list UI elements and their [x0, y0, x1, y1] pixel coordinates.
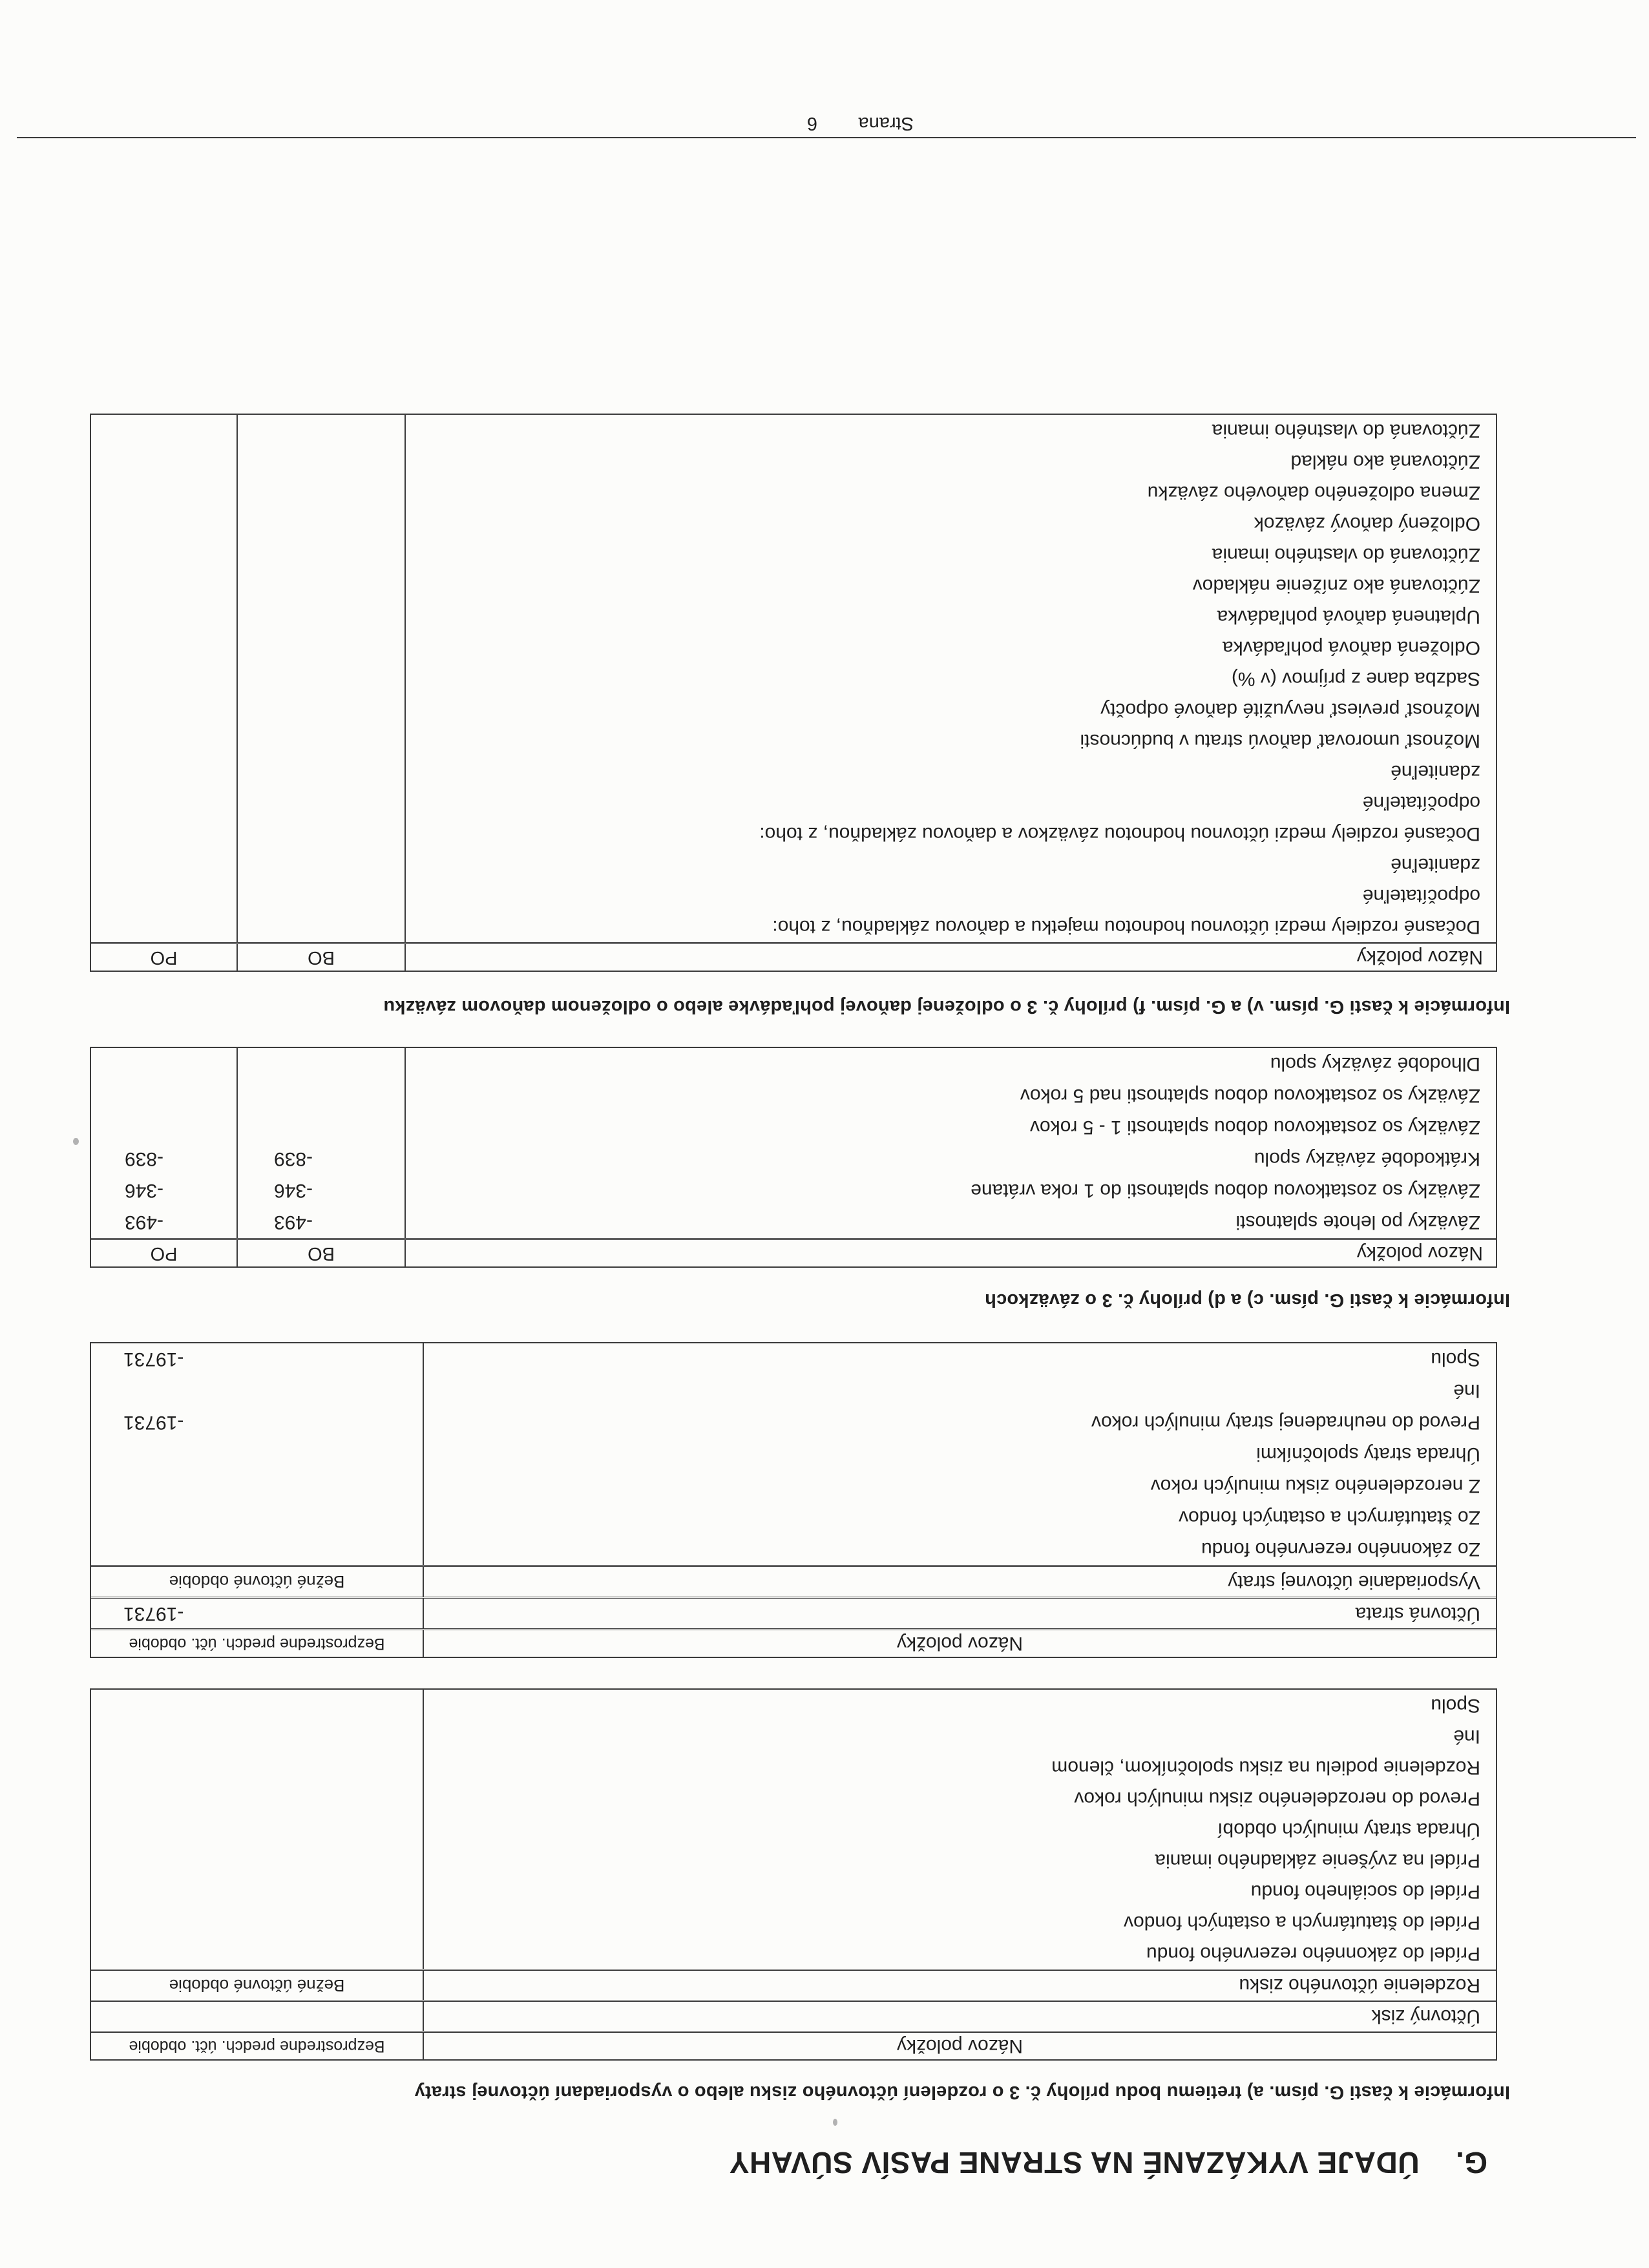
row-value-po — [91, 756, 238, 787]
column-header-name: Názov položky — [896, 2035, 1024, 2057]
table-row — [91, 787, 1496, 818]
row-value-po — [91, 818, 238, 849]
row-value — [91, 1721, 424, 1752]
row-label: Rozdelenie účtovného zisku — [1239, 1975, 1480, 1997]
row-label: Odložená daňová pohľadávka — [1222, 637, 1480, 658]
table-row — [91, 2000, 1496, 2031]
column-header-name: Názov položky — [1356, 1243, 1483, 1265]
table-row — [91, 508, 1496, 539]
row-value: Bežné účtovné obdobie — [91, 1567, 424, 1597]
row-label: Prídel na zvýšenie základného imania — [1155, 1850, 1480, 1871]
table-row — [91, 1783, 1496, 1814]
row-value-po — [91, 446, 238, 477]
column-header-value: Bezprostredne predch. účt. obdobie — [91, 2033, 424, 2059]
table-profit-distribution — [90, 1688, 1497, 2061]
row-value-po — [91, 787, 238, 818]
row-value-po — [91, 601, 238, 632]
row-value — [91, 1502, 424, 1533]
footer-rule — [17, 137, 1636, 138]
row-label: Dlhodobé záväzky spolu — [1270, 1053, 1480, 1075]
row-value — [91, 1845, 424, 1876]
table-row — [91, 1343, 1496, 1375]
table-header-row — [91, 1628, 1496, 1657]
page-title-text: ÚDAJE VYKÁZANÉ NA STRANE PASÍV SÚVAHY — [729, 2146, 1420, 2179]
table-row — [91, 694, 1496, 725]
row-label: Iné — [1453, 1380, 1480, 1402]
row-value-bo — [238, 663, 406, 694]
row-value-bo — [238, 818, 406, 849]
row-label: Spolu — [1431, 1349, 1480, 1370]
row-value-bo — [238, 880, 406, 911]
row-label: Záväzky so zostatkovou dobou splatnosti nad 5 rokov — [1020, 1085, 1480, 1107]
table-loss-settlement — [90, 1342, 1497, 1658]
table-row — [91, 818, 1496, 849]
row-value — [91, 1470, 424, 1502]
table-header-row — [91, 2031, 1496, 2059]
row-value — [91, 1375, 424, 1407]
table-row — [91, 601, 1496, 632]
row-label: Zo štatutárnych a ostatných fondov — [1179, 1507, 1480, 1529]
table-row — [91, 663, 1496, 694]
scan-speck — [833, 2119, 837, 2126]
column-header-po: PO — [91, 944, 238, 971]
table-row — [91, 725, 1496, 756]
row-value-bo: -839 — [238, 1143, 406, 1175]
section-heading-liabilities: Informácie k časti G. písm. c) a d) prílohy č. 3 o záväzkoch — [985, 1290, 1510, 1310]
row-label: Účtovná strata — [1355, 1603, 1480, 1624]
table-row — [91, 1845, 1496, 1876]
row-label: odpočítateľné — [1362, 792, 1480, 814]
row-value-po — [91, 911, 238, 942]
row-value — [91, 1752, 424, 1783]
row-value-bo — [238, 446, 406, 477]
row-value: -19731 — [91, 1343, 424, 1375]
table-row — [91, 849, 1496, 880]
row-value-bo — [238, 601, 406, 632]
row-label: Úhrada straty minulých období — [1217, 1819, 1480, 1840]
row-value-po — [91, 632, 238, 663]
scan-speck — [73, 1138, 79, 1145]
row-label: Spolu — [1431, 1695, 1480, 1716]
row-value — [91, 1876, 424, 1907]
row-label: Prevod do nerozdeleného zisku minulých rokov — [1074, 1788, 1480, 1809]
row-label: Sadzba dane z príjmov (v %) — [1231, 668, 1480, 689]
row-value-bo — [238, 849, 406, 880]
row-label: Prídel do sociálneho fondu — [1250, 1881, 1480, 1902]
table-liabilities — [90, 1047, 1497, 1268]
row-value-bo — [238, 415, 406, 446]
table-row — [91, 1438, 1496, 1470]
row-value-bo — [238, 725, 406, 756]
row-label: Zúčtovaná ako zníženie nákladov — [1192, 575, 1480, 596]
footer-page-label: Strana — [858, 113, 914, 134]
row-label: Záväzky so zostatkovou dobou splatnosti do 1 roka vrátane — [971, 1180, 1480, 1202]
column-header-po: PO — [91, 1240, 238, 1266]
column-header-name: Názov položky — [896, 1633, 1024, 1655]
row-value-bo — [238, 632, 406, 663]
row-label: Možnosť umorovať daňovú stratu v budúcnosti — [1080, 730, 1480, 751]
row-label: zdaniteľné — [1391, 761, 1480, 782]
table-row — [91, 477, 1496, 508]
row-label: Rozdelenie podielu na zisku spoločníkom, členom — [1051, 1757, 1480, 1778]
page-title — [729, 2145, 1487, 2180]
row-value-bo — [238, 1080, 406, 1111]
row-label: Uplatnená daňová pohľadávka — [1217, 606, 1480, 627]
row-value: -19731 — [91, 1599, 424, 1628]
table-row — [91, 1907, 1496, 1938]
row-value-bo — [238, 477, 406, 508]
row-label: Z nerozdeleného zisku minulých rokov — [1150, 1475, 1480, 1497]
table-deferred-tax — [90, 414, 1497, 972]
row-label: Prídel do štatutárnych a ostatných fondov — [1124, 1912, 1480, 1933]
table-row — [91, 1752, 1496, 1783]
row-value-po — [91, 725, 238, 756]
column-header-name: Názov položky — [1356, 947, 1483, 969]
row-label: Zúčtovaná ako náklad — [1290, 451, 1480, 472]
row-value — [91, 1438, 424, 1470]
row-value-bo — [238, 694, 406, 725]
table-row — [91, 1407, 1496, 1438]
table-row — [91, 1721, 1496, 1752]
table-row — [91, 1206, 1496, 1238]
table-row — [91, 1143, 1496, 1175]
row-label: Odložený daňový záväzok — [1254, 513, 1480, 534]
row-value-po — [91, 1111, 238, 1143]
column-header-bo: BO — [238, 1240, 406, 1266]
section-heading-deferred-tax: Informácie k časti G. písm. v) a G. písm. f) prílohy č. 3 o odloženej daňovej pohľadávke alebo o odloženom daňovom záväzku — [383, 996, 1510, 1017]
row-value-bo — [238, 570, 406, 601]
row-label: Prevod do neuhradenej straty minulých rokov — [1091, 1412, 1480, 1434]
table-row — [91, 570, 1496, 601]
table-row — [91, 911, 1496, 942]
row-label: Krátkodobé záväzky spolu — [1254, 1148, 1480, 1170]
table-row — [91, 446, 1496, 477]
table-row — [91, 1938, 1496, 1969]
row-label: Zmena odloženého daňového záväzku — [1147, 482, 1480, 503]
table-row — [91, 880, 1496, 911]
row-label: Prídel do zákonného rezervného fondu — [1146, 1943, 1480, 1964]
row-value-po — [91, 539, 238, 570]
row-value-po: -839 — [91, 1143, 238, 1175]
table-header-row — [91, 1238, 1496, 1266]
row-value-bo — [238, 787, 406, 818]
table-row — [91, 1080, 1496, 1111]
row-label: Záväzky so zostatkovou dobou splatnosti 1 - 5 rokov — [1029, 1117, 1480, 1139]
row-value-bo: -493 — [238, 1206, 406, 1238]
table-row — [91, 1375, 1496, 1407]
table-row — [91, 632, 1496, 663]
row-value — [91, 1938, 424, 1969]
row-value-po — [91, 694, 238, 725]
row-value-bo — [238, 539, 406, 570]
table-row — [91, 1048, 1496, 1080]
table-row — [91, 1470, 1496, 1502]
row-label: Zúčtovaná do vlastného imania — [1212, 544, 1480, 565]
table-row — [91, 1502, 1496, 1533]
row-value — [91, 2002, 424, 2031]
row-label: odpočítateľné — [1362, 885, 1480, 907]
row-value — [91, 1783, 424, 1814]
row-value — [91, 1690, 424, 1721]
row-label: Iné — [1453, 1726, 1480, 1747]
row-label: zdaniteľné — [1391, 854, 1480, 876]
table-row — [91, 539, 1496, 570]
row-value: Bežné účtovné obdobie — [91, 1971, 424, 2000]
row-value — [91, 1814, 424, 1845]
table-row — [91, 756, 1496, 787]
section-heading-profit-distribution: Informácie k časti G. písm. a) tretiemu bodu prílohy č. 3 o rozdelení účtovného zisku alebo o vysporiadaní účtovnej straty — [414, 2082, 1510, 2103]
row-value-po — [91, 477, 238, 508]
column-header-bo: BO — [238, 944, 406, 971]
row-value-bo — [238, 1111, 406, 1143]
row-value-po — [91, 1048, 238, 1080]
row-label: Zo zákonného rezervného fondu — [1201, 1538, 1480, 1560]
table-row — [91, 415, 1496, 446]
row-label: Dočasné rozdiely medzi účtovnou hodnotou majetku a daňovou základňou, z toho: — [772, 916, 1480, 938]
table-row — [91, 1111, 1496, 1143]
row-value — [91, 1907, 424, 1938]
row-value — [91, 1533, 424, 1565]
row-label: Možnosť previesť nevyužité daňové odpočty — [1100, 699, 1480, 720]
row-value-po — [91, 508, 238, 539]
table-row — [91, 1969, 1496, 2000]
row-label: Účtovný zisk — [1371, 2006, 1480, 2028]
row-value-po — [91, 663, 238, 694]
table-row — [91, 1876, 1496, 1907]
row-value-po: -346 — [91, 1175, 238, 1206]
table-row — [91, 1175, 1496, 1206]
row-value-po — [91, 1080, 238, 1111]
table-row — [91, 1690, 1496, 1721]
table-row — [91, 1597, 1496, 1628]
table-row — [91, 1814, 1496, 1845]
footer-page-number: 6 — [806, 113, 817, 134]
row-value-bo — [238, 756, 406, 787]
row-value-bo — [238, 508, 406, 539]
row-value-bo — [238, 911, 406, 942]
row-label: Dočasné rozdiely medzi účtovnou hodnotou záväzkov a daňovou základňou, z toho: — [759, 823, 1480, 845]
row-value-po — [91, 570, 238, 601]
row-value-po — [91, 880, 238, 911]
row-label: Vysporiadanie účtovnej straty — [1228, 1571, 1480, 1593]
page-title-letter: G. — [1455, 2146, 1487, 2179]
row-value: -19731 — [91, 1407, 424, 1438]
table-row — [91, 1533, 1496, 1565]
table-row — [91, 1565, 1496, 1597]
row-value-po — [91, 849, 238, 880]
row-value-po — [91, 415, 238, 446]
row-value-po: -493 — [91, 1206, 238, 1238]
row-label: Zúčtovaná do vlastného imania — [1212, 420, 1480, 441]
row-label: Záväzky po lehote splatnosti — [1235, 1212, 1480, 1234]
row-value-bo — [238, 1048, 406, 1080]
table-header-row — [91, 942, 1496, 971]
row-label: Úhrada straty spoločníkmi — [1256, 1444, 1480, 1465]
row-value-bo: -346 — [238, 1175, 406, 1206]
column-header-value: Bezprostredne predch. účt. obdobie — [91, 1630, 424, 1657]
